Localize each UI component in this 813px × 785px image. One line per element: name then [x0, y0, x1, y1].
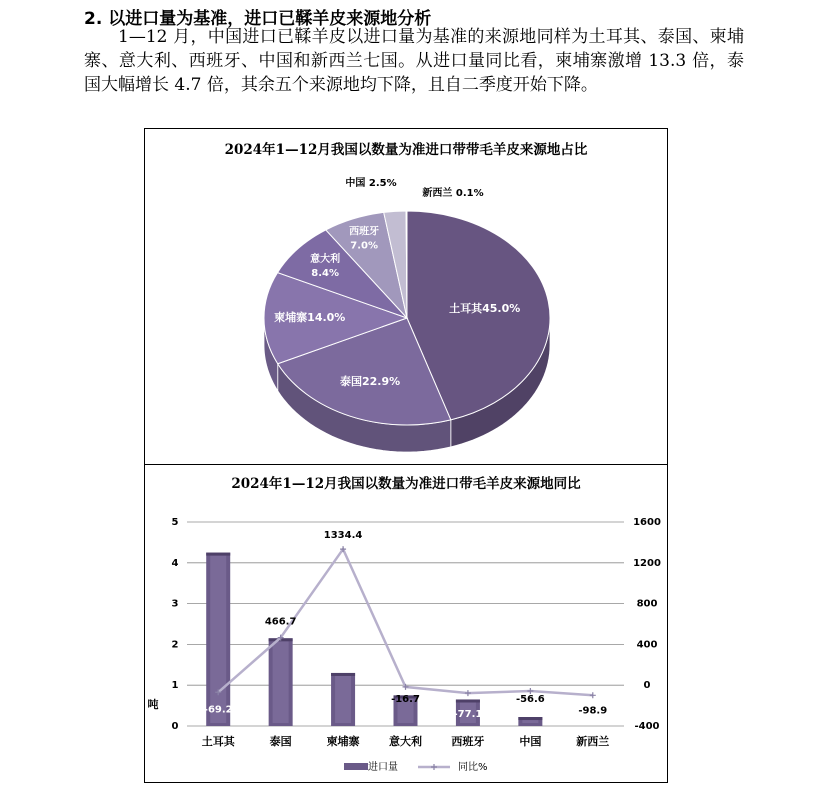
- body-paragraph: 1—12 月，中国进口已鞣羊皮以进口量为基准的来源地同样为土耳其、泰国、柬埔寨、意大利、西班牙、中国和新西兰七国。从进口量同比看，柬埔寨激增 13.3 倍，泰国大幅增长 4.7 倍，其余五个来源地均下降，且自二季度开始下降。: [84, 27, 744, 95]
- y-right-tick: 0: [643, 680, 651, 692]
- y-left-tick: 0: [171, 721, 179, 732]
- line-label-土耳其: -69.2: [203, 704, 233, 716]
- x-tick-新西兰: 新西兰: [576, 735, 610, 748]
- line-label-泰国: 466.7: [264, 616, 297, 628]
- legend-marker-line: [431, 764, 437, 770]
- line-label-中国: -56.6: [515, 693, 545, 705]
- pie-value-西班牙: 7.0%: [350, 240, 379, 252]
- x-tick-泰国: 泰国: [269, 735, 292, 748]
- legend-label-bar: 进口量: [368, 762, 398, 773]
- y-left-axis-label: 吨: [147, 698, 159, 711]
- y-right-tick: 800: [636, 598, 658, 610]
- x-tick-柬埔寨: 柬埔寨: [326, 735, 360, 748]
- y-left-tick: 4: [171, 557, 179, 569]
- y-left-tick: 2: [171, 639, 179, 651]
- pie-value-意大利: 8.4%: [311, 268, 340, 280]
- pie-label-意大利: 意大利: [310, 254, 341, 266]
- y-right-tick: -400: [634, 721, 660, 732]
- y-left-tick: 5: [171, 517, 179, 528]
- bar-face-泰国: [273, 641, 289, 723]
- bar-face-中国: [522, 720, 538, 723]
- line-point-新西兰: [590, 692, 596, 698]
- pie-label-柬埔寨: 柬埔寨14.0%: [274, 311, 346, 325]
- y-right-tick: 1200: [633, 557, 661, 569]
- legend-swatch-bar: [344, 763, 368, 770]
- pie-label-新西兰: 新西兰 0.1%: [422, 188, 484, 199]
- bar-cap-土耳其: [206, 553, 230, 556]
- section-heading: 2. 以进口量为基准，进口已鞣羊皮来源地分析: [84, 9, 432, 29]
- bar-face-土耳其: [210, 556, 226, 723]
- line-point-西班牙: [465, 690, 471, 696]
- pie-label-土耳其: 土耳其45.0%: [449, 301, 521, 315]
- bar-face-柬埔寨: [335, 676, 351, 723]
- y-left-tick: 3: [171, 598, 179, 610]
- legend-label-line: 同比%: [458, 762, 488, 773]
- line-label-柬埔寨: 1334.4: [323, 530, 363, 542]
- pie-label-西班牙: 西班牙: [349, 226, 380, 238]
- pie-label-中国: 中国 2.5%: [345, 178, 397, 189]
- x-tick-意大利: 意大利: [389, 735, 422, 748]
- y-right-tick: 400: [636, 639, 658, 651]
- y-right-tick: 1600: [633, 517, 661, 528]
- x-tick-西班牙: 西班牙: [451, 735, 485, 748]
- bar-cap-中国: [518, 717, 542, 720]
- bar-cap-柬埔寨: [331, 673, 355, 676]
- bar-cap-西班牙: [456, 699, 480, 702]
- line-label-西班牙: -77.1: [453, 709, 483, 721]
- x-tick-中国: 中国: [519, 735, 542, 748]
- line-label-新西兰: -98.9: [578, 705, 608, 717]
- y-left-tick: 1: [171, 680, 179, 692]
- pie-label-泰国: 泰国22.9%: [339, 374, 401, 388]
- pie-chart-title: 2024年1—12月我国以数量为准进口带带毛羊皮来源地占比: [224, 142, 588, 158]
- x-tick-土耳其: 土耳其: [201, 735, 235, 748]
- line-label-意大利: -16.7: [391, 693, 420, 705]
- bar-chart-title: 2024年1—12月我国以数量为准进口带毛羊皮来源地同比: [231, 476, 581, 492]
